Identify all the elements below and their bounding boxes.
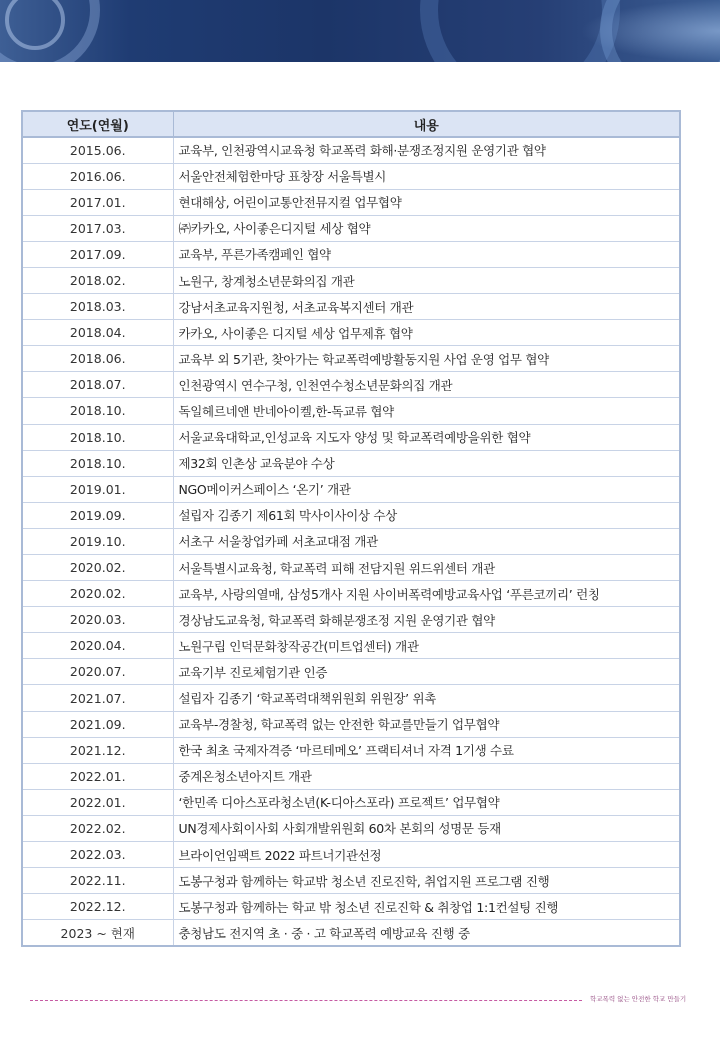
row-date: 2018.10. [22,398,173,424]
history-table [21,110,681,947]
header-date: 연도(연월) [22,111,173,137]
row-content: 교육부, 인천광역시교육청 학교폭력 화해·분쟁조정지원 운영기관 협약 [173,137,680,163]
row-date: 2018.10. [22,424,173,450]
row-date: 2020.03. [22,607,173,633]
row-date: 2020.02. [22,555,173,581]
row-date: 2018.02. [22,267,173,293]
row-content: 노원구, 창계청소년문화의집 개관 [173,267,680,293]
table-row [22,450,680,476]
row-content: 현대해상, 어린이교통안전뮤지컬 업무협약 [173,189,680,215]
row-content: 충청남도 전지역 초 · 중 · 고 학교폭력 예방교육 진행 중 [173,920,680,946]
row-content: ‘한민족 디아스포라청소년(K-디아스포라) 프로젝트’ 업무협약 [173,789,680,815]
row-date: 2021.12. [22,737,173,763]
row-content: 경상남도교육청, 학교폭력 화해분쟁조정 지원 운영기관 협약 [173,607,680,633]
row-date: 2018.07. [22,372,173,398]
row-date: 2022.01. [22,789,173,815]
table-row [22,920,680,946]
header-content: 내용 [173,111,680,137]
row-content: 브라이언임팩트 2022 파트너기관선정 [173,842,680,868]
table-row [22,894,680,920]
row-content: UN경제사회이사회 사회개발위원회 60차 본회의 성명문 등재 [173,815,680,841]
table-row [22,868,680,894]
row-date: 2019.09. [22,502,173,528]
row-content: ㈜카카오, 사이좋은디지털 세상 협약 [173,215,680,241]
table-row [22,215,680,241]
table-row [22,294,680,320]
row-content: 교육부 외 5기관, 찾아가는 학교폭력예방활동지원 사업 운영 업무 협약 [173,346,680,372]
row-date: 2018.10. [22,450,173,476]
row-date: 2017.09. [22,241,173,267]
row-date: 2022.01. [22,763,173,789]
table-row [22,502,680,528]
table-row [22,737,680,763]
row-date: 2018.06. [22,346,173,372]
table-header-row [22,111,680,137]
banner-glow [580,0,720,62]
top-banner [0,0,720,62]
row-content: 설립자 김종기 ‘학교폭력대책위원회 위원장’ 위촉 [173,685,680,711]
table-row [22,241,680,267]
table-row [22,267,680,293]
table-row [22,685,680,711]
table-row [22,581,680,607]
row-content: 한국 최초 국제자격증 ‘마르테메오’ 프랙티셔너 자격 1기생 수료 [173,737,680,763]
row-content: 노원구립 인덕문화창작공간(미트업센터) 개관 [173,633,680,659]
row-content: 독일헤르네앤 반네아이켈,한-독교류 협약 [173,398,680,424]
row-content: 서울안전체험한마당 표창장 서울특별시 [173,163,680,189]
row-date: 2022.11. [22,868,173,894]
table-row [22,711,680,737]
row-date: 2022.03. [22,842,173,868]
row-content: 제32회 인촌상 교육분야 수상 [173,450,680,476]
table-row [22,528,680,554]
row-content: 교육부-경찰청, 학교폭력 없는 안전한 학교를만들기 업무협약 [173,711,680,737]
table-row [22,555,680,581]
row-date: 2020.02. [22,581,173,607]
table-row [22,815,680,841]
table-row [22,372,680,398]
table-body [22,137,680,946]
row-date: 2021.07. [22,685,173,711]
row-date: 2016.06. [22,163,173,189]
table-row [22,137,680,163]
row-content: 교육부, 사랑의열매, 삼성5개사 지원 사이버폭력예방교육사업 ‘푸른코끼리’ 런칭 [173,581,680,607]
row-content: 중계온청소년아지트 개관 [173,763,680,789]
row-date: 2020.07. [22,659,173,685]
row-content: 도봉구청과 함께하는 학교 밖 청소년 진로진학 & 취창업 1:1컨설팅 진행 [173,894,680,920]
row-date: 2018.04. [22,320,173,346]
row-content: 서초구 서울창업카페 서초교대점 개관 [173,528,680,554]
row-content: 도봉구청과 함께하는 학교밖 청소년 진로진학, 취업지원 프로그램 진행 [173,868,680,894]
row-content: 교육기부 진로체험기관 인증 [173,659,680,685]
table-row [22,842,680,868]
table-row [22,189,680,215]
row-content: 서울특별시교육청, 학교폭력 피해 전담지원 위드위센터 개관 [173,555,680,581]
table-row [22,763,680,789]
row-content: 서울교육대학교,인성교육 지도자 양성 및 학교폭력예방을위한 협약 [173,424,680,450]
table-row [22,163,680,189]
table-row [22,633,680,659]
table-row [22,320,680,346]
row-date: 2017.03. [22,215,173,241]
row-date: 2019.10. [22,528,173,554]
row-content: 카카오, 사이좋은 디지털 세상 업무제휴 협약 [173,320,680,346]
table-row [22,659,680,685]
table-row [22,398,680,424]
row-date: 2018.03. [22,294,173,320]
table-row [22,607,680,633]
table-row [22,346,680,372]
row-content: NGO메이커스페이스 ‘온기’ 개관 [173,476,680,502]
footer-divider [30,1000,582,1001]
row-date: 2015.06. [22,137,173,163]
row-date: 2022.12. [22,894,173,920]
row-content: 강남서초교육지원청, 서초교육복지센터 개관 [173,294,680,320]
row-date: 2020.04. [22,633,173,659]
row-date: 2021.09. [22,711,173,737]
row-date: 2022.02. [22,815,173,841]
table-row [22,476,680,502]
row-content: 인천광역시 연수구청, 인천연수청소년문화의집 개관 [173,372,680,398]
footer-slogan: 학교폭력 없는 안전한 학교 만들기 [590,995,687,1003]
table-row [22,789,680,815]
row-date: 2019.01. [22,476,173,502]
row-date: 2023 ~ 현재 [22,920,173,946]
row-content: 설립자 김종기 제61회 막사이사이상 수상 [173,502,680,528]
row-content: 교육부, 푸른가족캠페인 협약 [173,241,680,267]
table-row [22,424,680,450]
row-date: 2017.01. [22,189,173,215]
